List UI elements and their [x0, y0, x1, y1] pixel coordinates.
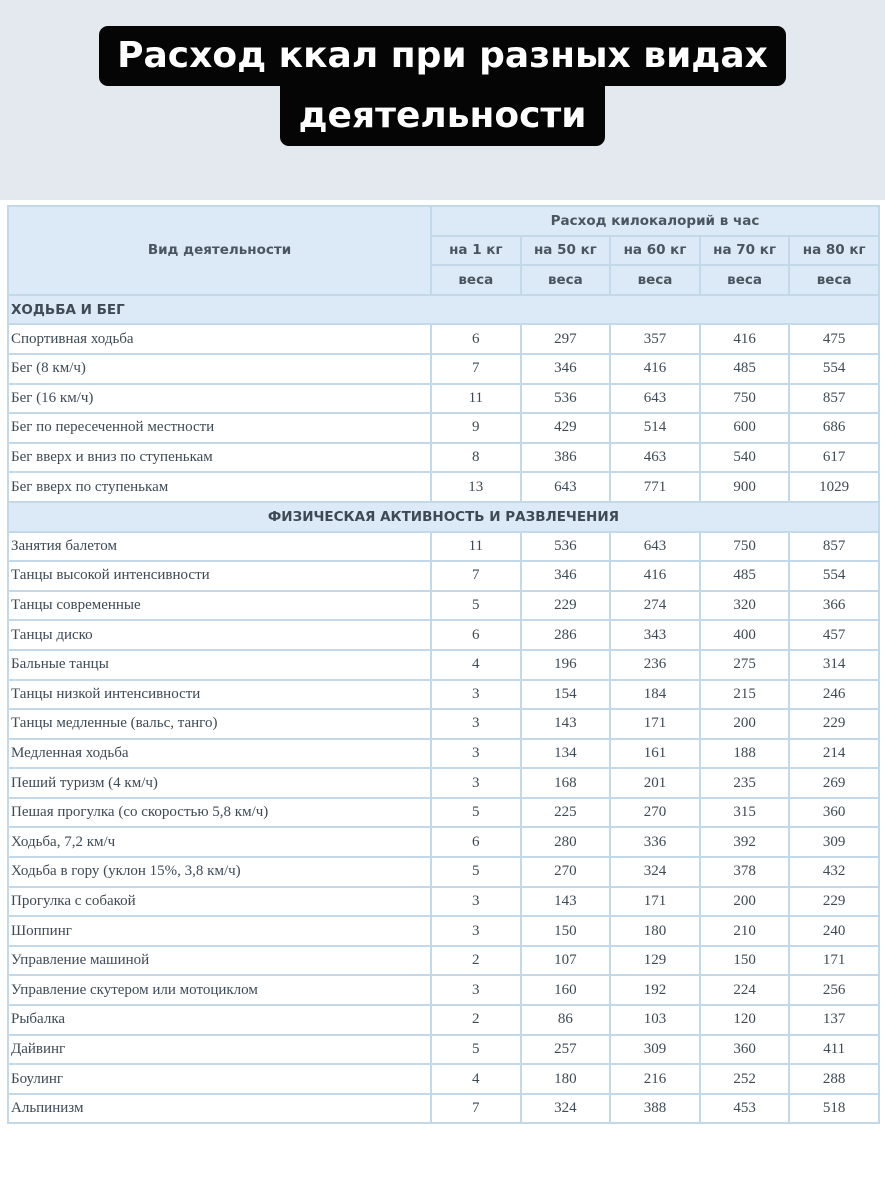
table-row	[8, 768, 879, 798]
kcal-value: 392	[700, 827, 790, 857]
activity-name: Бег (8 км/ч)	[8, 354, 431, 384]
table-row	[8, 975, 879, 1005]
header-col-bottom: веса	[700, 265, 790, 295]
kcal-value: 171	[789, 946, 879, 976]
kcal-value: 215	[700, 680, 790, 710]
calorie-table	[7, 205, 880, 1124]
kcal-value: 143	[521, 887, 611, 917]
activity-name: Шоппинг	[8, 916, 431, 946]
activity-name: Танцы медленные (вальс, танго)	[8, 709, 431, 739]
table-row	[8, 709, 879, 739]
header-col-top: на 60 кг	[610, 236, 700, 266]
kcal-value: 216	[610, 1064, 700, 1094]
table-row	[8, 1064, 879, 1094]
kcal-value: 269	[789, 768, 879, 798]
activity-name: Прогулка с собакой	[8, 887, 431, 917]
kcal-value: 536	[521, 532, 611, 562]
kcal-value: 86	[521, 1005, 611, 1035]
kcal-value: 229	[789, 709, 879, 739]
kcal-value: 246	[789, 680, 879, 710]
activity-name: Бег вверх по ступенькам	[8, 472, 431, 502]
activity-name: Бег (16 км/ч)	[8, 384, 431, 414]
kcal-value: 286	[521, 620, 611, 650]
kcal-value: 143	[521, 709, 611, 739]
kcal-value: 463	[610, 443, 700, 473]
kcal-value: 161	[610, 739, 700, 769]
activity-name: Танцы высокой интенсивности	[8, 561, 431, 591]
kcal-value: 11	[431, 532, 521, 562]
kcal-value: 366	[789, 591, 879, 621]
activity-name: Танцы современные	[8, 591, 431, 621]
kcal-value: 150	[700, 946, 790, 976]
kcal-value: 235	[700, 768, 790, 798]
kcal-value: 201	[610, 768, 700, 798]
kcal-value: 3	[431, 680, 521, 710]
kcal-value: 6	[431, 324, 521, 354]
header-col-top: на 70 кг	[700, 236, 790, 266]
table-row	[8, 591, 879, 621]
kcal-value: 400	[700, 620, 790, 650]
kcal-value: 536	[521, 384, 611, 414]
header-col-bottom: веса	[521, 265, 611, 295]
section-header-row	[8, 502, 879, 532]
kcal-value: 214	[789, 739, 879, 769]
kcal-value: 2	[431, 946, 521, 976]
kcal-value: 270	[521, 857, 611, 887]
kcal-value: 453	[700, 1094, 790, 1124]
header-col-top: на 1 кг	[431, 236, 521, 266]
kcal-value: 554	[789, 561, 879, 591]
kcal-value: 120	[700, 1005, 790, 1035]
activity-name: Медленная ходьба	[8, 739, 431, 769]
kcal-value: 4	[431, 650, 521, 680]
kcal-value: 485	[700, 561, 790, 591]
kcal-value: 129	[610, 946, 700, 976]
kcal-value: 150	[521, 916, 611, 946]
kcal-value: 180	[521, 1064, 611, 1094]
kcal-value: 360	[700, 1035, 790, 1065]
kcal-value: 5	[431, 798, 521, 828]
kcal-value: 857	[789, 532, 879, 562]
activity-name: Пеший туризм (4 км/ч)	[8, 768, 431, 798]
table-row	[8, 1094, 879, 1124]
kcal-value: 643	[521, 472, 611, 502]
kcal-value: 309	[610, 1035, 700, 1065]
activity-name: Бальные танцы	[8, 650, 431, 680]
activity-name: Ходьба, 7,2 км/ч	[8, 827, 431, 857]
kcal-value: 386	[521, 443, 611, 473]
table-row	[8, 354, 879, 384]
kcal-value: 750	[700, 532, 790, 562]
title-line-1: Расход ккал при разных видах	[99, 26, 786, 86]
kcal-value: 1029	[789, 472, 879, 502]
table-row	[8, 916, 879, 946]
kcal-value: 429	[521, 413, 611, 443]
kcal-value: 617	[789, 443, 879, 473]
kcal-value: 252	[700, 1064, 790, 1094]
kcal-value: 485	[700, 354, 790, 384]
kcal-value: 11	[431, 384, 521, 414]
kcal-value: 315	[700, 798, 790, 828]
table-row	[8, 857, 879, 887]
kcal-value: 324	[610, 857, 700, 887]
kcal-value: 256	[789, 975, 879, 1005]
kcal-value: 3	[431, 975, 521, 1005]
kcal-value: 6	[431, 620, 521, 650]
header-col-bottom: веса	[610, 265, 700, 295]
table-row	[8, 1005, 879, 1035]
kcal-value: 154	[521, 680, 611, 710]
kcal-value: 192	[610, 975, 700, 1005]
kcal-value: 210	[700, 916, 790, 946]
table-row	[8, 413, 879, 443]
kcal-value: 225	[521, 798, 611, 828]
kcal-value: 643	[610, 532, 700, 562]
table-row	[8, 324, 879, 354]
kcal-value: 13	[431, 472, 521, 502]
kcal-value: 771	[610, 472, 700, 502]
kcal-value: 280	[521, 827, 611, 857]
kcal-value: 4	[431, 1064, 521, 1094]
kcal-value: 5	[431, 591, 521, 621]
title-line-2: деятельности	[280, 86, 604, 146]
table-row	[8, 650, 879, 680]
kcal-value: 336	[610, 827, 700, 857]
kcal-value: 3	[431, 709, 521, 739]
kcal-value: 3	[431, 887, 521, 917]
kcal-value: 7	[431, 561, 521, 591]
kcal-value: 180	[610, 916, 700, 946]
activity-name: Бег по пересеченной местности	[8, 413, 431, 443]
activity-name: Танцы низкой интенсивности	[8, 680, 431, 710]
activity-name: Бег вверх и вниз по ступенькам	[8, 443, 431, 473]
kcal-value: 643	[610, 384, 700, 414]
table-row	[8, 443, 879, 473]
kcal-value: 686	[789, 413, 879, 443]
header-col-top: на 50 кг	[521, 236, 611, 266]
kcal-value: 360	[789, 798, 879, 828]
kcal-value: 200	[700, 709, 790, 739]
table-row	[8, 739, 879, 769]
kcal-value: 200	[700, 887, 790, 917]
table-row	[8, 620, 879, 650]
kcal-value: 270	[610, 798, 700, 828]
table-row	[8, 827, 879, 857]
kcal-value: 236	[610, 650, 700, 680]
kcal-value: 274	[610, 591, 700, 621]
kcal-value: 416	[610, 354, 700, 384]
kcal-value: 457	[789, 620, 879, 650]
kcal-value: 346	[521, 354, 611, 384]
kcal-value: 196	[521, 650, 611, 680]
kcal-value: 320	[700, 591, 790, 621]
activity-name: Управление машиной	[8, 946, 431, 976]
kcal-value: 257	[521, 1035, 611, 1065]
kcal-value: 416	[610, 561, 700, 591]
table-row	[8, 680, 879, 710]
kcal-value: 160	[521, 975, 611, 1005]
kcal-value: 346	[521, 561, 611, 591]
activity-name: Танцы диско	[8, 620, 431, 650]
kcal-value: 411	[789, 1035, 879, 1065]
calorie-table-container	[7, 205, 878, 1124]
kcal-value: 224	[700, 975, 790, 1005]
header-activity: Вид деятельности	[8, 206, 431, 295]
table-row	[8, 798, 879, 828]
table-row	[8, 384, 879, 414]
kcal-value: 134	[521, 739, 611, 769]
kcal-value: 171	[610, 887, 700, 917]
header-group: Расход килокалорий в час	[431, 206, 879, 236]
kcal-value: 518	[789, 1094, 879, 1124]
kcal-value: 314	[789, 650, 879, 680]
kcal-value: 750	[700, 384, 790, 414]
kcal-value: 7	[431, 354, 521, 384]
kcal-value: 432	[789, 857, 879, 887]
table-row	[8, 887, 879, 917]
kcal-value: 184	[610, 680, 700, 710]
kcal-value: 107	[521, 946, 611, 976]
kcal-value: 103	[610, 1005, 700, 1035]
table-row	[8, 532, 879, 562]
kcal-value: 9	[431, 413, 521, 443]
activity-name: Пешая прогулка (со скоростью 5,8 км/ч)	[8, 798, 431, 828]
section-title: ХОДЬБА И БЕГ	[8, 295, 879, 325]
kcal-value: 5	[431, 857, 521, 887]
kcal-value: 357	[610, 324, 700, 354]
kcal-value: 7	[431, 1094, 521, 1124]
table-row	[8, 1035, 879, 1065]
kcal-value: 857	[789, 384, 879, 414]
kcal-value: 168	[521, 768, 611, 798]
header-col-top: на 80 кг	[789, 236, 879, 266]
activity-name: Спортивная ходьба	[8, 324, 431, 354]
page-title	[0, 26, 885, 146]
activity-name: Занятия балетом	[8, 532, 431, 562]
activity-name: Рыбалка	[8, 1005, 431, 1035]
kcal-value: 3	[431, 739, 521, 769]
kcal-value: 343	[610, 620, 700, 650]
kcal-value: 137	[789, 1005, 879, 1035]
kcal-value: 378	[700, 857, 790, 887]
kcal-value: 2	[431, 1005, 521, 1035]
kcal-value: 171	[610, 709, 700, 739]
kcal-value: 554	[789, 354, 879, 384]
section-title: ФИЗИЧЕСКАЯ АКТИВНОСТЬ И РАЗВЛЕЧЕНИЯ	[8, 502, 879, 532]
kcal-value: 3	[431, 768, 521, 798]
kcal-value: 309	[789, 827, 879, 857]
kcal-value: 540	[700, 443, 790, 473]
kcal-value: 229	[789, 887, 879, 917]
kcal-value: 275	[700, 650, 790, 680]
kcal-value: 8	[431, 443, 521, 473]
kcal-value: 5	[431, 1035, 521, 1065]
kcal-value: 3	[431, 916, 521, 946]
kcal-value: 900	[700, 472, 790, 502]
kcal-value: 297	[521, 324, 611, 354]
kcal-value: 188	[700, 739, 790, 769]
activity-name: Дайвинг	[8, 1035, 431, 1065]
kcal-value: 475	[789, 324, 879, 354]
kcal-value: 288	[789, 1064, 879, 1094]
activity-name: Ходьба в гору (уклон 15%, 3,8 км/ч)	[8, 857, 431, 887]
table-row	[8, 472, 879, 502]
table-row	[8, 946, 879, 976]
activity-name: Боулинг	[8, 1064, 431, 1094]
kcal-value: 416	[700, 324, 790, 354]
activity-name: Управление скутером или мотоциклом	[8, 975, 431, 1005]
section-header-row	[8, 295, 879, 325]
header-col-bottom: веса	[431, 265, 521, 295]
kcal-value: 388	[610, 1094, 700, 1124]
kcal-value: 6	[431, 827, 521, 857]
kcal-value: 600	[700, 413, 790, 443]
header-col-bottom: веса	[789, 265, 879, 295]
kcal-value: 240	[789, 916, 879, 946]
activity-name: Альпинизм	[8, 1094, 431, 1124]
kcal-value: 324	[521, 1094, 611, 1124]
kcal-value: 514	[610, 413, 700, 443]
kcal-value: 229	[521, 591, 611, 621]
table-row	[8, 561, 879, 591]
